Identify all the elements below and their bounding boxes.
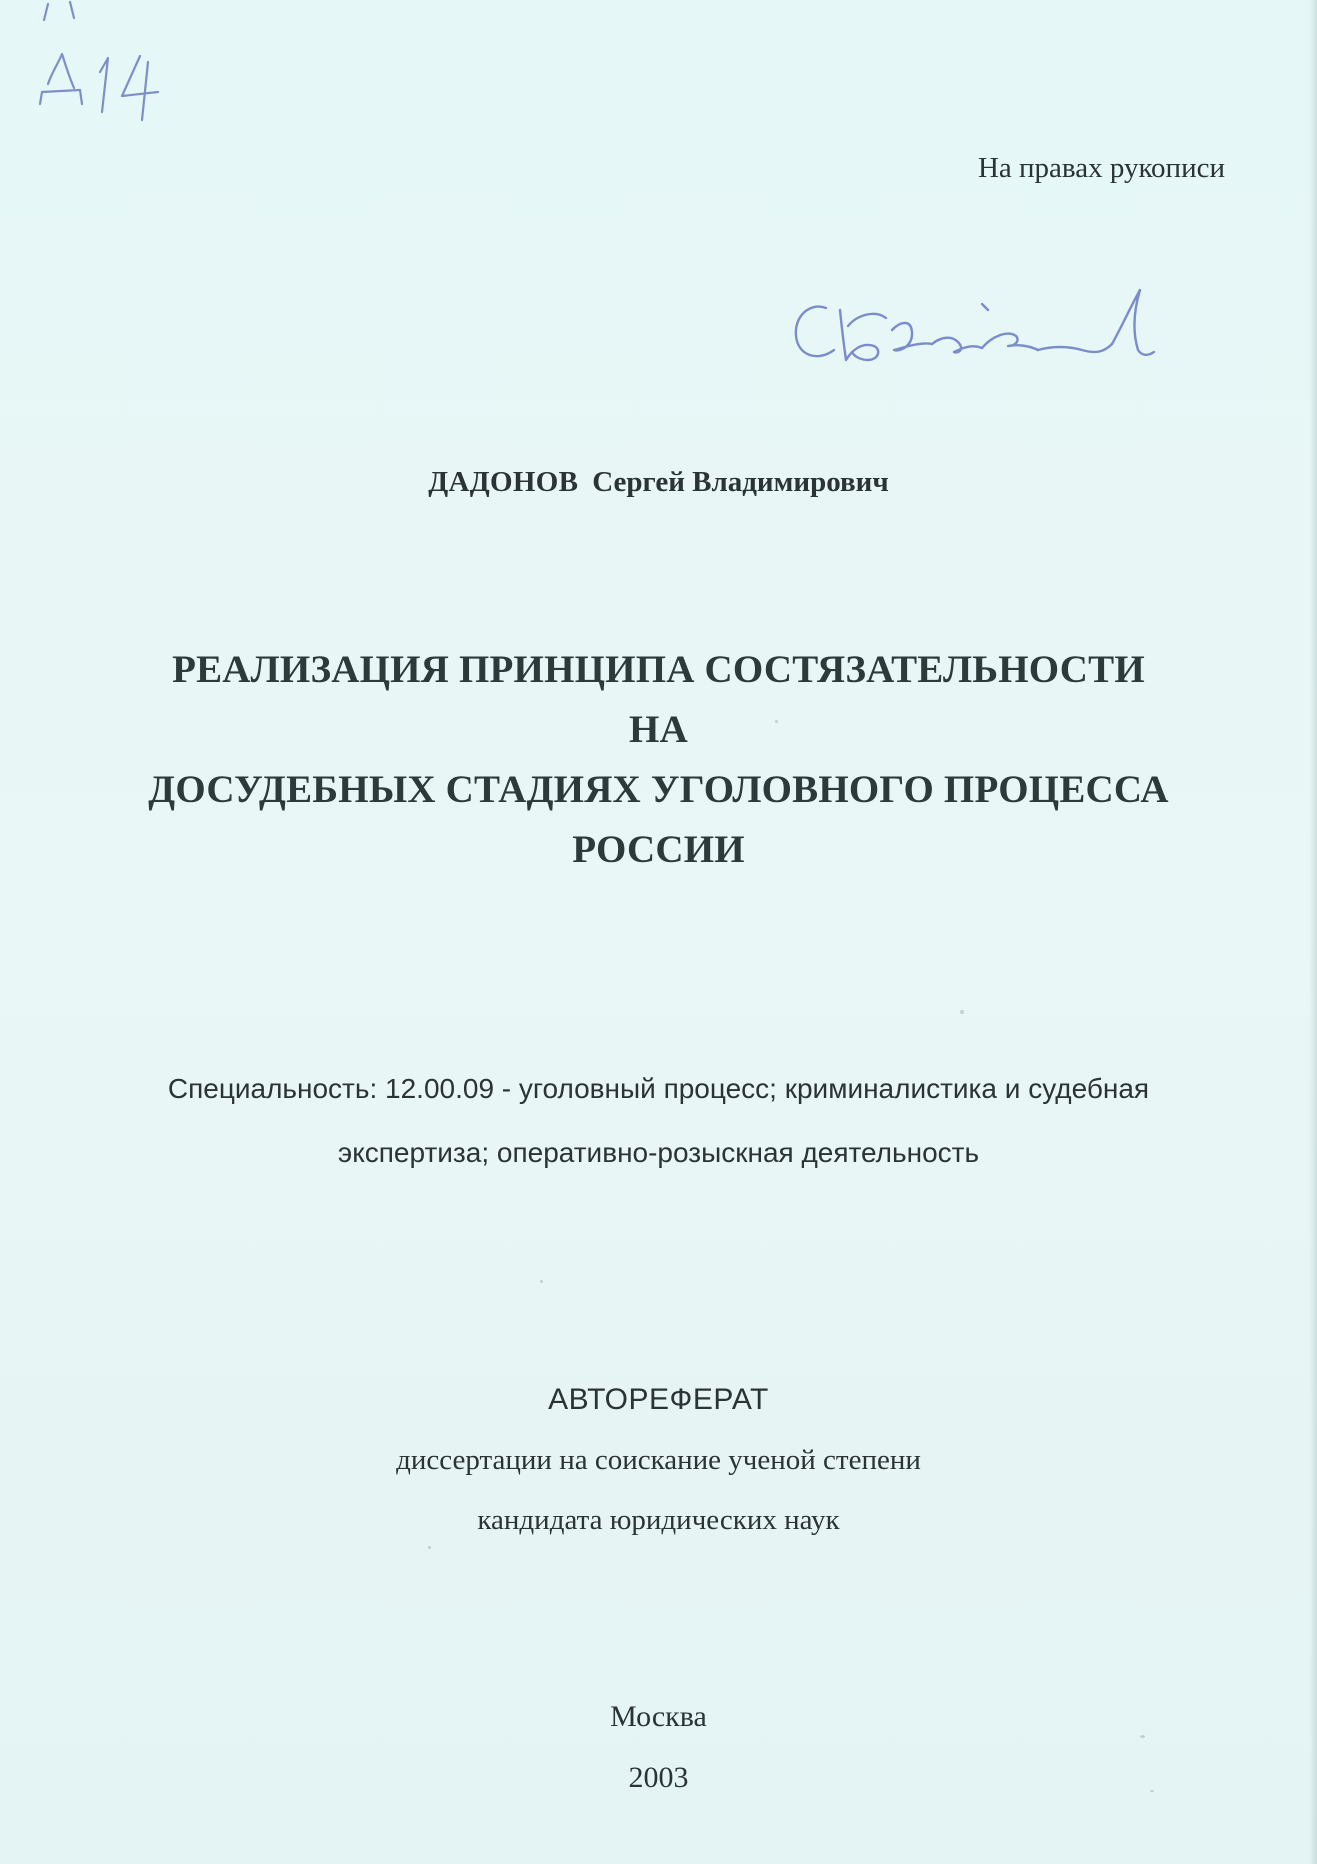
scan-speck <box>960 1010 964 1014</box>
city-year-block <box>0 1686 1317 1808</box>
title-line: РЕАЛИЗАЦИЯ ПРИНЦИПА СОСТЯЗАТЕЛЬНОСТИ <box>172 648 1145 691</box>
author-surname: ДАДОНОВ <box>428 466 579 498</box>
manuscript-rights-note: На правах рукописи <box>977 152 1225 184</box>
title-line: РОССИИ <box>572 828 745 871</box>
title-line: НА <box>629 708 688 751</box>
abstract-heading: АВТОРЕФЕРАТ <box>548 1383 769 1416</box>
abstract-line: диссертации на соискание ученой степени <box>396 1444 921 1476</box>
scan-speck <box>1140 1735 1145 1738</box>
specialty-line: экспертиза; оперативно-розыскная деятельность <box>337 1137 980 1168</box>
specialty-line: Специальность: 12.00.09 - уголовный процесс; криминалистика и судебная <box>167 1073 1150 1104</box>
city: Москва <box>610 1700 707 1733</box>
year: 2003 <box>628 1761 689 1794</box>
scan-edge <box>1309 0 1317 1864</box>
specialty-block <box>0 1057 1317 1185</box>
signature-icon <box>782 280 1162 380</box>
scan-speck <box>540 1280 543 1283</box>
scan-speck <box>428 1546 431 1549</box>
author-given-names: Сергей Владимирович <box>592 466 889 498</box>
scan-speck <box>775 720 778 723</box>
abstract-block <box>0 1370 1317 1550</box>
scan-speck <box>1150 1790 1154 1792</box>
author-name <box>0 466 1317 499</box>
abstract-line: кандидата юридических наук <box>477 1504 840 1536</box>
title-line: ДОСУДЕБНЫХ СТАДИЯХ УГОЛОВНОГО ПРОЦЕССА <box>148 768 1169 811</box>
dissertation-title <box>0 640 1317 880</box>
handwritten-mark-icon <box>30 0 170 140</box>
